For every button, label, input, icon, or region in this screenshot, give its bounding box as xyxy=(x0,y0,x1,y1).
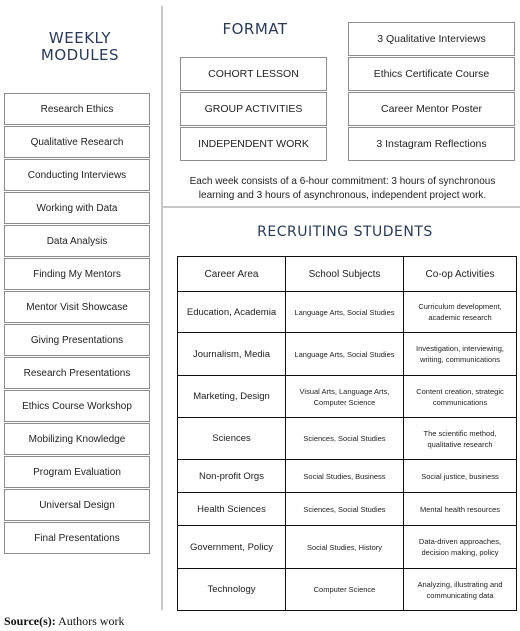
source-caption xyxy=(4,614,124,629)
cell-coop-activities: The scientific method, qualitative research xyxy=(404,418,517,460)
cell-coop-activities: Data-driven approaches, decision making, policy xyxy=(404,526,517,569)
recruiting-title: RECRUITING STUDENTS xyxy=(257,224,433,240)
cell-coop-activities: Mental health resources xyxy=(404,493,517,526)
cell-career-area: Journalism, Media xyxy=(178,333,286,376)
module-box: Data Analysis xyxy=(4,225,150,257)
module-box: Program Evaluation xyxy=(4,456,150,488)
cell-career-area: Non-profit Orgs xyxy=(178,460,286,493)
table-header-row xyxy=(178,257,517,292)
format-left-box: COHORT LESSON xyxy=(180,57,327,91)
table-row xyxy=(178,292,517,333)
format-note-line2: learning and 3 hours of asynchronous, independent project work. xyxy=(198,190,487,201)
table-row xyxy=(178,526,517,569)
format-note xyxy=(170,175,515,203)
format-left-box: INDEPENDENT WORK xyxy=(180,127,327,161)
cell-coop-activities: Social justice, business xyxy=(404,460,517,493)
module-box: Mentor Visit Showcase xyxy=(4,291,150,323)
header-coop-activities: Co-op Activities xyxy=(404,257,517,292)
cell-career-area: Education, Academia xyxy=(178,292,286,333)
format-note-line1: Each week consists of a 6-hour commitment: 3 hours of synchronous xyxy=(189,176,496,187)
weekly-modules-title xyxy=(30,30,130,64)
format-right-box: Career Mentor Poster xyxy=(348,92,515,126)
source-text: Authors work xyxy=(55,614,125,628)
module-box: Mobilizing Knowledge xyxy=(4,423,150,455)
cell-school-subjects: Language Arts, Social Studies xyxy=(286,333,404,376)
module-box: Working with Data xyxy=(4,192,150,224)
module-box: Ethics Course Workshop xyxy=(4,390,150,422)
cell-coop-activities: Investigation, interviewing, writing, communications xyxy=(404,333,517,376)
module-box: Research Presentations xyxy=(4,357,150,389)
cell-school-subjects: Social Studies, History xyxy=(286,526,404,569)
table-row xyxy=(178,493,517,526)
cell-school-subjects: Computer Science xyxy=(286,569,404,611)
horizontal-divider xyxy=(163,206,520,208)
cell-school-subjects: Sciences, Social Studies xyxy=(286,493,404,526)
module-box: Giving Presentations xyxy=(4,324,150,356)
weekly-modules-title-line1: WEEKLY xyxy=(48,29,112,47)
header-career-area: Career Area xyxy=(178,257,286,292)
cell-career-area: Health Sciences xyxy=(178,493,286,526)
format-right-box: Ethics Certificate Course xyxy=(348,57,515,91)
table-row xyxy=(178,418,517,460)
cell-career-area: Sciences xyxy=(178,418,286,460)
cell-career-area: Government, Policy xyxy=(178,526,286,569)
cell-coop-activities: Curriculum development, academic research xyxy=(404,292,517,333)
vertical-divider xyxy=(161,6,163,610)
header-school-subjects: School Subjects xyxy=(286,257,404,292)
module-box: Final Presentations xyxy=(4,522,150,554)
format-left-box: GROUP ACTIVITIES xyxy=(180,92,327,126)
table-row xyxy=(178,460,517,493)
module-box: Universal Design xyxy=(4,489,150,521)
format-title: FORMAT xyxy=(222,20,288,38)
module-box: Research Ethics xyxy=(4,93,150,125)
cell-school-subjects: Sciences, Social Studies xyxy=(286,418,404,460)
module-box: Qualitative Research xyxy=(4,126,150,158)
weekly-modules-title-line2: MODULES xyxy=(40,46,120,64)
cell-school-subjects: Visual Arts, Language Arts, Computer Science xyxy=(286,376,404,418)
cell-career-area: Marketing, Design xyxy=(178,376,286,418)
cell-coop-activities: Analyzing, illustrating and communicating data xyxy=(404,569,517,611)
cell-school-subjects: Social Studies, Business xyxy=(286,460,404,493)
table-row xyxy=(178,569,517,611)
format-right-box: 3 Instagram Reflections xyxy=(348,127,515,161)
cell-school-subjects: Language Arts, Social Studies xyxy=(286,292,404,333)
table-row xyxy=(178,333,517,376)
module-box: Finding My Mentors xyxy=(4,258,150,290)
table-row xyxy=(178,376,517,418)
source-label: Source(s): xyxy=(4,614,56,628)
recruiting-table xyxy=(177,256,517,611)
module-box: Conducting Interviews xyxy=(4,159,150,191)
cell-career-area: Technology xyxy=(178,569,286,611)
cell-coop-activities: Content creation, strategic communications xyxy=(404,376,517,418)
format-right-box: 3 Qualitative Interviews xyxy=(348,22,515,56)
